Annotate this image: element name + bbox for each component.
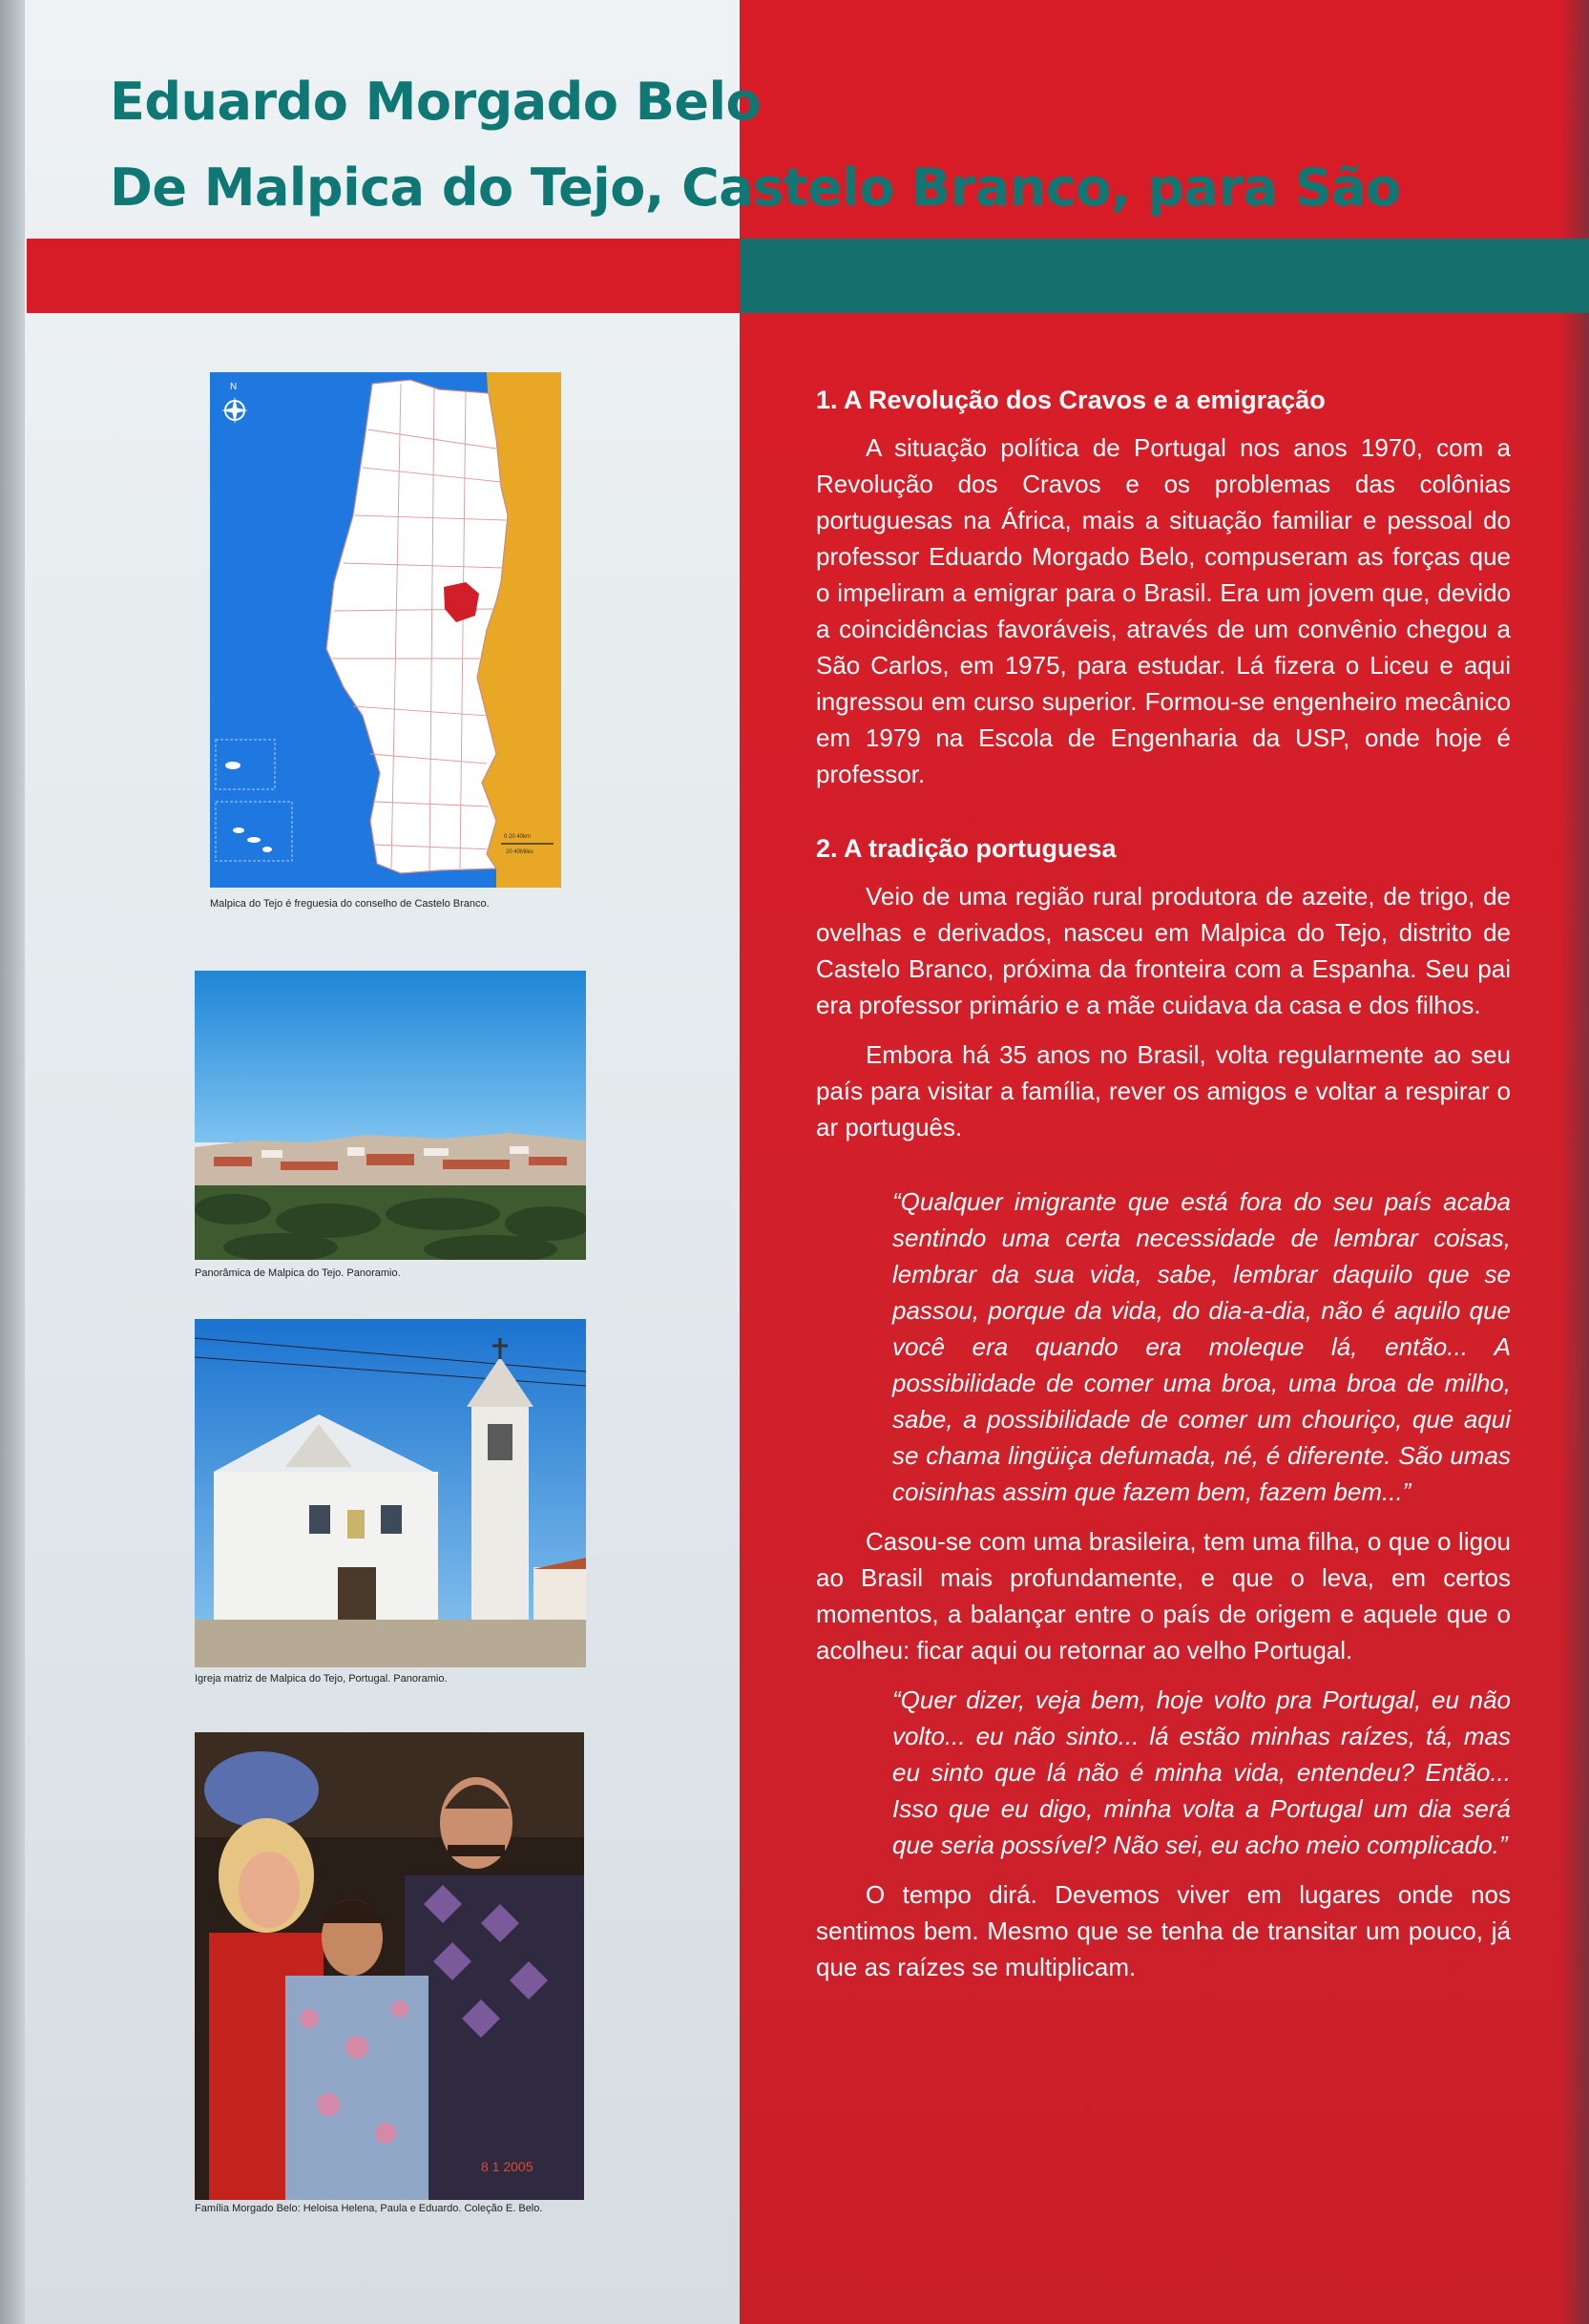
quote-1: “Qualquer imigrante que está fora do seu país acaba sentindo uma certa necessidade de lembrar coisas, lembrar da sua vida, sabe, lembrar daquilo que se passou, porque da vida, do dia-a-dia, não é aquilo que você era quando era moleque lá, então... A possibilidade de comer uma broa, uma broa de milho, sabe, a possibilidade de comer um chouriço, que aqui se chama lingüiça defumada, né, é diferente. São umas coisinhas assim que fazem bem, fazem bem...” bbox=[892, 1187, 1511, 1506]
panorama-photo bbox=[195, 971, 586, 1260]
section-2-heading: 2. A tradição portuguesa bbox=[816, 834, 1117, 863]
section-2-paragraph-1: Veio de uma região rural produtora de azeite, de trigo, de ovelhas e derivados, nasceu em Malpica do Tejo, distrito de Castelo Branco, próxima da fronteira com a Espanha. Seu pai era professor primário e a mãe cuidava da casa e dos filhos. bbox=[816, 882, 1511, 1019]
title-line-2: De Malpica do Tejo, Castelo Branco, para São bbox=[110, 157, 1401, 218]
church-caption: Igreja matriz de Malpica do Tejo, Portugal. Panoramio. bbox=[195, 1673, 448, 1685]
panorama-caption: Panorâmica de Malpica do Tejo. Panoramio. bbox=[195, 1267, 401, 1279]
header-band-red bbox=[27, 239, 740, 313]
title-line-1: Eduardo Morgado Belo bbox=[110, 72, 762, 132]
church-photo bbox=[195, 1319, 586, 1667]
section-2-paragraph-2: Embora há 35 anos no Brasil, volta regularmente ao seu país para visitar a família, rever os amigos e voltar a respirar o ar português. bbox=[816, 1040, 1511, 1141]
article-text bbox=[816, 382, 1511, 1985]
map-scale-miles: 20 40Miles bbox=[506, 849, 534, 855]
family-caption: Família Morgado Belo: Heloisa Helena, Paula e Eduardo. Coleção E. Belo. bbox=[195, 2203, 543, 2214]
photo-date-stamp: 8 1 2005 bbox=[481, 2159, 533, 2174]
section-2-paragraph-3: Casou-se com uma brasileira, tem uma filha, o que o ligou ao Brasil mais profundamente, e que o leva, em certos momentos, a balançar entre o país de origem e aquele que o acolheu: ficar aqui ou retornar ao velho Portugal. bbox=[816, 1527, 1511, 1664]
right-panel-edge bbox=[1560, 0, 1589, 2324]
portugal-map bbox=[210, 372, 561, 888]
quote-2: “Quer dizer, veja bem, hoje volto pra Portugal, eu não volto... eu não sinto... lá estão minhas raízes, tá, mas eu sinto que lá não é minha vida, entendeu? Então... Isso que eu digo, minha volta a Portugal um dia será que seria possível? Não sei, eu acho meio complicado.” bbox=[892, 1685, 1511, 1859]
header-band-teal bbox=[740, 239, 1589, 313]
map-caption: Malpica do Tejo é freguesia do conselho de Castelo Branco. bbox=[210, 898, 490, 910]
family-photo bbox=[195, 1732, 584, 2200]
map-scale-km: 0 20 40km bbox=[504, 834, 532, 840]
section-2-paragraph-4: O tempo dirá. Devemos viver em lugares onde nos sentimos bem. Mesmo que se tenha de transitar um pouco, já que as raízes se multiplicam. bbox=[816, 1880, 1511, 1981]
left-panel-edge bbox=[0, 0, 25, 2324]
compass-label: N bbox=[230, 382, 238, 392]
section-1-heading: 1. A Revolução dos Cravos e a emigração bbox=[816, 386, 1326, 414]
section-1-paragraph: A situação política de Portugal nos anos 1970, com a Revolução dos Cravos e os problemas das colônias portuguesas na África, mais a situação familiar e pessoal do professor Eduardo Morgado Belo, compuseram as forças que o impeliram a emigrar para o Brasil. Era um jovem que, devido a coincidências favoráveis, através de um convênio chegou a São Carlos, em 1975, para estudar. Lá fizera o Liceu e aqui ingressou em curso superior. Formou-se engenheiro mecânico em 1979 na Escola de Engenharia da USP, onde hoje é professor. bbox=[816, 433, 1511, 788]
